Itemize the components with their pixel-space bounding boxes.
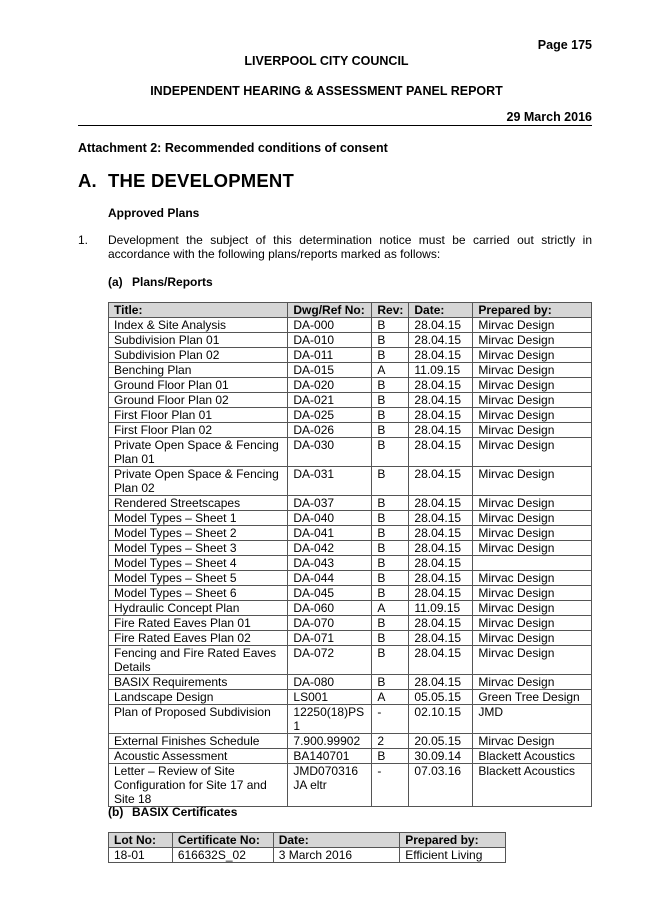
table-cell: DA-041 xyxy=(288,526,372,541)
table-cell: Model Types – Sheet 5 xyxy=(109,571,288,586)
basix-heading-text: BASIX Certificates xyxy=(132,805,238,819)
table-cell: B xyxy=(372,318,409,333)
table-row xyxy=(109,675,592,690)
table-cell: DA-037 xyxy=(288,496,372,511)
table-cell: 11.09.15 xyxy=(409,363,473,378)
section-heading xyxy=(78,170,294,192)
table-cell: Private Open Space & Fencing Plan 02 xyxy=(109,467,288,496)
column-header: Title: xyxy=(109,303,288,318)
table-cell: B xyxy=(372,496,409,511)
table-cell: DA-072 xyxy=(288,646,372,675)
section-title: THE DEVELOPMENT xyxy=(108,170,294,191)
table-cell: Model Types – Sheet 3 xyxy=(109,541,288,556)
table-cell: B xyxy=(372,749,409,764)
table-cell: Fencing and Fire Rated Eaves Details xyxy=(109,646,288,675)
table-cell: DA-015 xyxy=(288,363,372,378)
table-cell: Mirvac Design xyxy=(473,734,592,749)
plans-heading-text: Plans/Reports xyxy=(132,275,213,289)
table-cell: 28.04.15 xyxy=(409,348,473,363)
table-cell: Green Tree Design xyxy=(473,690,592,705)
table-row xyxy=(109,646,592,675)
table-row xyxy=(109,734,592,749)
table-cell: 05.05.15 xyxy=(409,690,473,705)
plans-table-body xyxy=(109,318,592,807)
table-cell: DA-044 xyxy=(288,571,372,586)
table-cell: Mirvac Design xyxy=(473,601,592,616)
table-row xyxy=(109,556,592,571)
table-cell: B xyxy=(372,616,409,631)
table-cell: DA-000 xyxy=(288,318,372,333)
table-cell: 11.09.15 xyxy=(409,601,473,616)
column-header: Date: xyxy=(409,303,473,318)
table-cell: Model Types – Sheet 4 xyxy=(109,556,288,571)
table-cell: B xyxy=(372,541,409,556)
table-cell: B xyxy=(372,438,409,467)
table-cell: 28.04.15 xyxy=(409,393,473,408)
table-cell: 28.04.15 xyxy=(409,438,473,467)
table-cell: 3 March 2016 xyxy=(273,848,400,863)
table-cell: Mirvac Design xyxy=(473,541,592,556)
table-row xyxy=(109,363,592,378)
table-cell: 28.04.15 xyxy=(409,646,473,675)
table-cell: DA-021 xyxy=(288,393,372,408)
table-cell: Mirvac Design xyxy=(473,408,592,423)
table-cell: Mirvac Design xyxy=(473,348,592,363)
table-cell: Subdivision Plan 02 xyxy=(109,348,288,363)
column-header: Lot No: xyxy=(109,833,173,848)
section-number: A. xyxy=(78,170,97,191)
table-cell: Blackett Acoustics xyxy=(473,764,592,807)
table-cell: DA-070 xyxy=(288,616,372,631)
table-row xyxy=(109,526,592,541)
table-cell: DA-011 xyxy=(288,348,372,363)
table-row xyxy=(109,571,592,586)
plans-label: (a) xyxy=(108,275,123,289)
table-cell: 28.04.15 xyxy=(409,511,473,526)
table-cell: - xyxy=(372,764,409,807)
table-cell: DA-060 xyxy=(288,601,372,616)
approved-plans-heading: Approved Plans xyxy=(108,206,200,220)
table-cell: Mirvac Design xyxy=(473,646,592,675)
table-cell: External Finishes Schedule xyxy=(109,734,288,749)
table-cell: B xyxy=(372,586,409,601)
basix-table-body xyxy=(109,848,506,863)
table-cell: 28.04.15 xyxy=(409,467,473,496)
table-cell: 02.10.15 xyxy=(409,705,473,734)
table-cell: Ground Floor Plan 01 xyxy=(109,378,288,393)
table-cell: Model Types – Sheet 1 xyxy=(109,511,288,526)
table-row xyxy=(109,408,592,423)
table-row xyxy=(109,586,592,601)
table-cell: Mirvac Design xyxy=(473,496,592,511)
table-cell: B xyxy=(372,333,409,348)
table-cell: Mirvac Design xyxy=(473,511,592,526)
table-cell: DA-030 xyxy=(288,438,372,467)
table-cell: B xyxy=(372,646,409,675)
table-cell: 28.04.15 xyxy=(409,423,473,438)
report-date: 29 March 2016 xyxy=(506,110,592,124)
column-header: Prepared by: xyxy=(400,833,506,848)
table-cell: 28.04.15 xyxy=(409,586,473,601)
table-cell: - xyxy=(372,705,409,734)
plans-header-row xyxy=(109,303,592,318)
table-row xyxy=(109,541,592,556)
table-cell: DA-080 xyxy=(288,675,372,690)
table-cell: Mirvac Design xyxy=(473,571,592,586)
table-cell: Mirvac Design xyxy=(473,378,592,393)
table-cell: A xyxy=(372,363,409,378)
table-cell: Blackett Acoustics xyxy=(473,749,592,764)
column-header: Prepared by: xyxy=(473,303,592,318)
table-cell: Rendered Streetscapes xyxy=(109,496,288,511)
table-cell: Mirvac Design xyxy=(473,363,592,378)
condition-text: Development the subject of this determination notice must be carried out strictly in accordance with the following plans/reports marked as follows: xyxy=(108,233,592,261)
table-cell: A xyxy=(372,690,409,705)
table-cell: Mirvac Design xyxy=(473,393,592,408)
table-cell: 616632S_02 xyxy=(172,848,273,863)
table-cell: 28.04.15 xyxy=(409,378,473,393)
table-cell: B xyxy=(372,348,409,363)
table-cell: Benching Plan xyxy=(109,363,288,378)
table-cell: Letter – Review of Site Configuration for Site 17 and Site 18 xyxy=(109,764,288,807)
table-row xyxy=(109,423,592,438)
plans-table xyxy=(108,302,592,807)
table-cell: DA-026 xyxy=(288,423,372,438)
table-cell xyxy=(473,556,592,571)
table-cell: DA-042 xyxy=(288,541,372,556)
table-cell: 30.09.14 xyxy=(409,749,473,764)
attachment-title: Attachment 2: Recommended conditions of consent xyxy=(78,141,388,155)
table-row xyxy=(109,467,592,496)
header-rule xyxy=(78,125,592,126)
table-cell: LS001 xyxy=(288,690,372,705)
table-cell: Ground Floor Plan 02 xyxy=(109,393,288,408)
table-cell: 18-01 xyxy=(109,848,173,863)
table-cell: B xyxy=(372,675,409,690)
table-cell: 28.04.15 xyxy=(409,675,473,690)
table-row xyxy=(109,333,592,348)
table-cell: DA-043 xyxy=(288,556,372,571)
table-cell: Fire Rated Eaves Plan 01 xyxy=(109,616,288,631)
table-row xyxy=(109,601,592,616)
table-cell: B xyxy=(372,511,409,526)
basix-heading xyxy=(108,805,237,819)
table-row xyxy=(109,690,592,705)
table-cell: B xyxy=(372,467,409,496)
column-header: Date: xyxy=(273,833,400,848)
table-cell: Subdivision Plan 01 xyxy=(109,333,288,348)
table-row xyxy=(109,631,592,646)
table-cell: 28.04.15 xyxy=(409,408,473,423)
column-header: Dwg/Ref No: xyxy=(288,303,372,318)
table-cell: 28.04.15 xyxy=(409,556,473,571)
table-cell: Landscape Design xyxy=(109,690,288,705)
table-cell: 28.04.15 xyxy=(409,571,473,586)
condition-number: 1. xyxy=(78,233,89,247)
table-cell: DA-020 xyxy=(288,378,372,393)
table-cell: Mirvac Design xyxy=(473,318,592,333)
table-cell: Mirvac Design xyxy=(473,333,592,348)
table-row xyxy=(109,438,592,467)
table-cell: Mirvac Design xyxy=(473,467,592,496)
table-cell: Efficient Living xyxy=(400,848,506,863)
table-cell: 2 xyxy=(372,734,409,749)
table-cell: 28.04.15 xyxy=(409,616,473,631)
table-cell: 12250(18)PS 1 xyxy=(288,705,372,734)
table-cell: Mirvac Design xyxy=(473,438,592,467)
table-cell: B xyxy=(372,556,409,571)
table-cell: JMD xyxy=(473,705,592,734)
table-cell: DA-040 xyxy=(288,511,372,526)
table-cell: Hydraulic Concept Plan xyxy=(109,601,288,616)
table-row xyxy=(109,749,592,764)
table-row xyxy=(109,496,592,511)
table-cell: 28.04.15 xyxy=(409,541,473,556)
table-cell: First Floor Plan 01 xyxy=(109,408,288,423)
table-cell: 28.04.15 xyxy=(409,318,473,333)
plans-heading xyxy=(108,275,213,289)
table-row xyxy=(109,511,592,526)
table-cell: B xyxy=(372,408,409,423)
table-cell: BASIX Requirements xyxy=(109,675,288,690)
page-number: Page 175 xyxy=(537,38,592,52)
table-cell: Private Open Space & Fencing Plan 01 xyxy=(109,438,288,467)
column-header: Certificate No: xyxy=(172,833,273,848)
table-row xyxy=(109,318,592,333)
table-cell: Model Types – Sheet 6 xyxy=(109,586,288,601)
table-cell: JMD070316 JA eltr xyxy=(288,764,372,807)
table-cell: DA-071 xyxy=(288,631,372,646)
basix-header-row xyxy=(109,833,506,848)
table-row xyxy=(109,393,592,408)
table-cell: 28.04.15 xyxy=(409,496,473,511)
table-row xyxy=(109,616,592,631)
table-cell: Acoustic Assessment xyxy=(109,749,288,764)
table-row xyxy=(109,348,592,363)
table-cell: 28.04.15 xyxy=(409,631,473,646)
table-cell: Index & Site Analysis xyxy=(109,318,288,333)
table-cell: DA-045 xyxy=(288,586,372,601)
table-cell: Fire Rated Eaves Plan 02 xyxy=(109,631,288,646)
table-cell: Mirvac Design xyxy=(473,616,592,631)
table-cell: Mirvac Design xyxy=(473,423,592,438)
council-name: LIVERPOOL CITY COUNCIL xyxy=(244,54,409,68)
table-cell: Mirvac Design xyxy=(473,631,592,646)
table-row xyxy=(109,705,592,734)
table-cell: B xyxy=(372,571,409,586)
table-row xyxy=(109,378,592,393)
table-cell: BA140701 xyxy=(288,749,372,764)
table-cell: B xyxy=(372,393,409,408)
table-row xyxy=(109,764,592,807)
table-cell: B xyxy=(372,526,409,541)
basix-label: (b) xyxy=(108,805,124,819)
table-cell: Mirvac Design xyxy=(473,526,592,541)
table-cell: 07.03.16 xyxy=(409,764,473,807)
table-cell: Mirvac Design xyxy=(473,675,592,690)
table-cell: Mirvac Design xyxy=(473,586,592,601)
table-cell: B xyxy=(372,631,409,646)
table-cell: A xyxy=(372,601,409,616)
basix-table xyxy=(108,832,506,863)
column-header: Rev: xyxy=(372,303,409,318)
table-cell: DA-025 xyxy=(288,408,372,423)
table-cell: 20.05.15 xyxy=(409,734,473,749)
table-cell: 7.900.99902 xyxy=(288,734,372,749)
table-cell: B xyxy=(372,378,409,393)
table-cell: Plan of Proposed Subdivision xyxy=(109,705,288,734)
table-cell: First Floor Plan 02 xyxy=(109,423,288,438)
table-cell: DA-010 xyxy=(288,333,372,348)
table-cell: 28.04.15 xyxy=(409,333,473,348)
table-cell: B xyxy=(372,423,409,438)
table-cell: 28.04.15 xyxy=(409,526,473,541)
report-title: INDEPENDENT HEARING & ASSESSMENT PANEL REPORT xyxy=(150,84,503,98)
table-cell: Model Types – Sheet 2 xyxy=(109,526,288,541)
table-row xyxy=(109,848,506,863)
table-cell: DA-031 xyxy=(288,467,372,496)
